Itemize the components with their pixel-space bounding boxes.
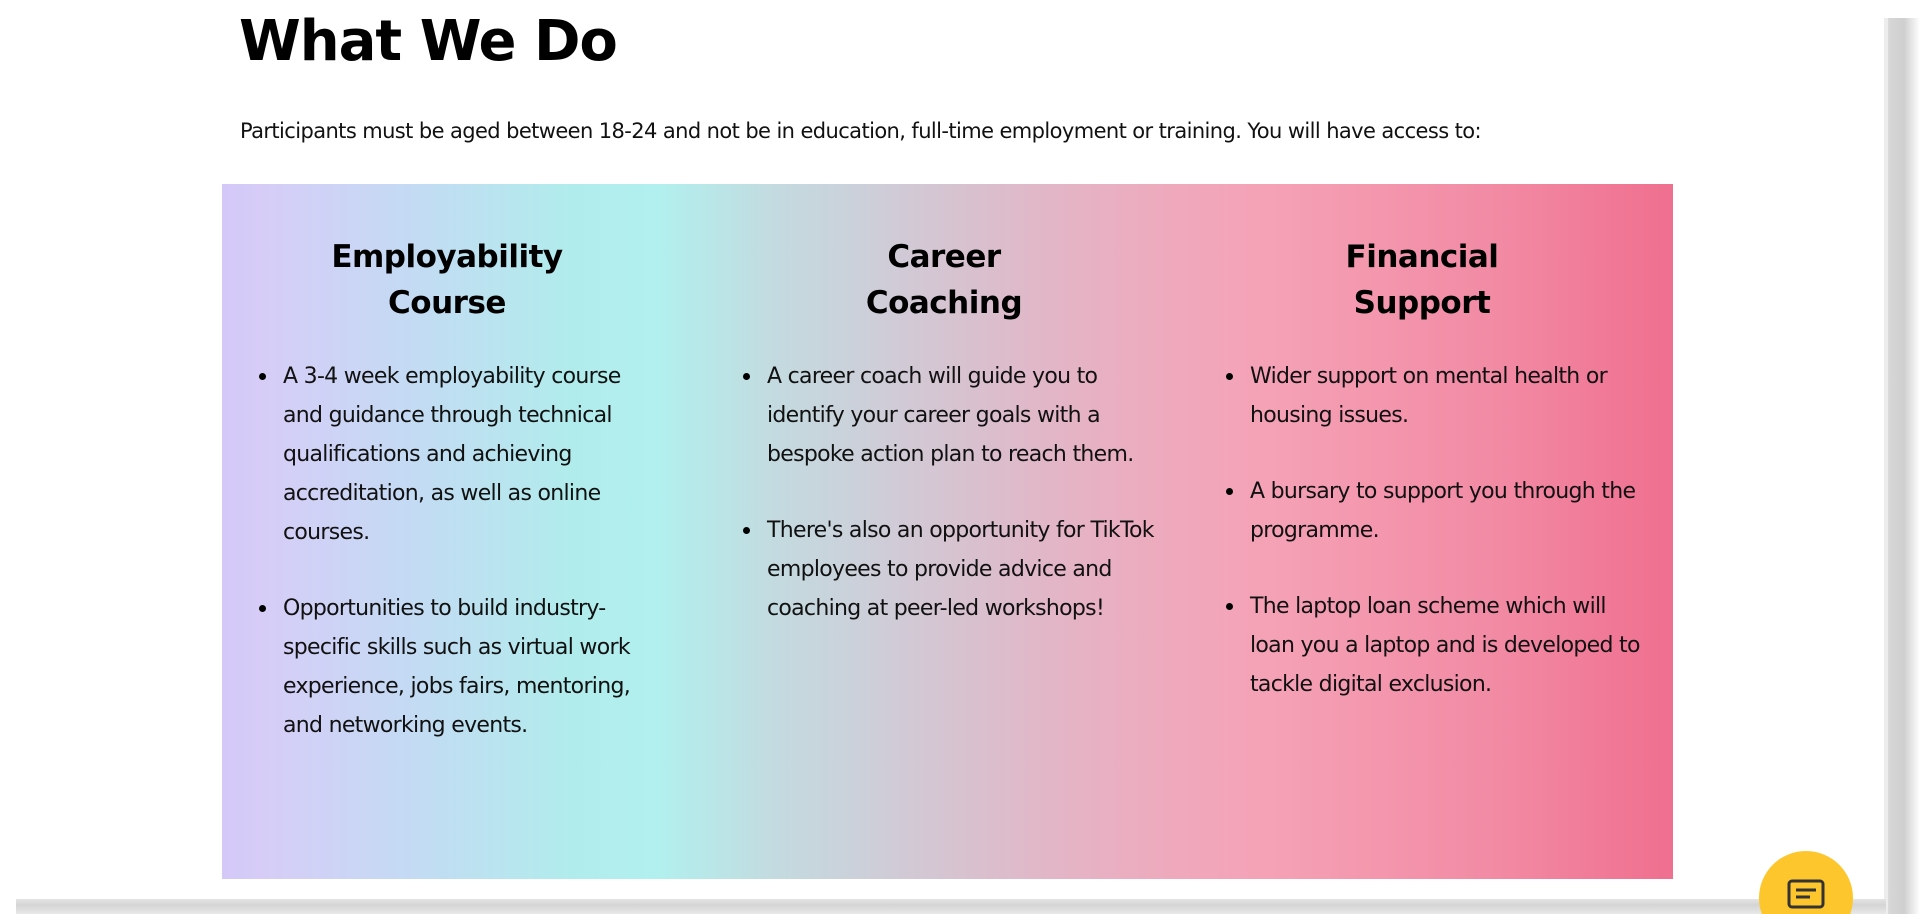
column-title-line1: Financial bbox=[1345, 239, 1499, 275]
list-item-text: There's also an opportunity for TikTok employees to provide advice and coaching at peer-led workshops! bbox=[767, 518, 1154, 621]
bullet-icon bbox=[259, 605, 266, 612]
list-item-text: The laptop loan scheme which will loan you a laptop and is developed to tackle digital exclusion. bbox=[1250, 594, 1640, 697]
column-title-line2: Course bbox=[388, 285, 506, 321]
column-title-line1: Career bbox=[887, 239, 1001, 275]
column-list bbox=[243, 357, 663, 782]
column-title-line2: Support bbox=[1353, 285, 1491, 321]
column-title bbox=[222, 234, 672, 326]
column-list bbox=[1210, 357, 1655, 741]
list-item bbox=[1210, 587, 1655, 704]
chat-icon bbox=[1787, 879, 1825, 911]
list-item-text: A 3-4 week employability course and guidance through technical qualifications and achieving accreditation, as well as online courses. bbox=[283, 364, 621, 545]
column-list bbox=[727, 357, 1157, 665]
column-title-line2: Coaching bbox=[865, 285, 1023, 321]
bullet-icon bbox=[743, 527, 750, 534]
window-bottom-shadow bbox=[16, 899, 1886, 914]
bullet-icon bbox=[1226, 488, 1233, 495]
page-title: What We Do bbox=[239, 9, 617, 74]
list-item-text: Wider support on mental health or housing issues. bbox=[1250, 364, 1607, 428]
list-item bbox=[727, 511, 1157, 628]
bullet-icon bbox=[743, 373, 750, 380]
bullet-icon bbox=[1226, 373, 1233, 380]
list-item bbox=[727, 357, 1157, 474]
column-title bbox=[1191, 234, 1653, 326]
list-item-text: A bursary to support you through the programme. bbox=[1250, 479, 1636, 543]
list-item bbox=[1210, 357, 1655, 435]
intro-text: Participants must be aged between 18-24 and not be in education, full-time employment or training. You will have access to: bbox=[240, 119, 1481, 143]
column-title bbox=[707, 234, 1181, 326]
list-item bbox=[1210, 472, 1655, 550]
bullet-icon bbox=[259, 373, 266, 380]
bullet-icon bbox=[1226, 603, 1233, 610]
list-item bbox=[243, 357, 663, 552]
window-edge-shadow bbox=[1884, 18, 1920, 914]
column-title-line1: Employability bbox=[331, 239, 563, 275]
list-item-text: A career coach will guide you to identify your career goals with a bespoke action plan to reach them. bbox=[767, 364, 1134, 467]
chat-button[interactable] bbox=[1759, 851, 1853, 914]
list-item-text: Opportunities to build industry-specific skills such as virtual work experience, jobs fairs, mentoring, and networking events. bbox=[283, 596, 630, 738]
services-panel bbox=[222, 184, 1673, 879]
list-item bbox=[243, 589, 663, 745]
